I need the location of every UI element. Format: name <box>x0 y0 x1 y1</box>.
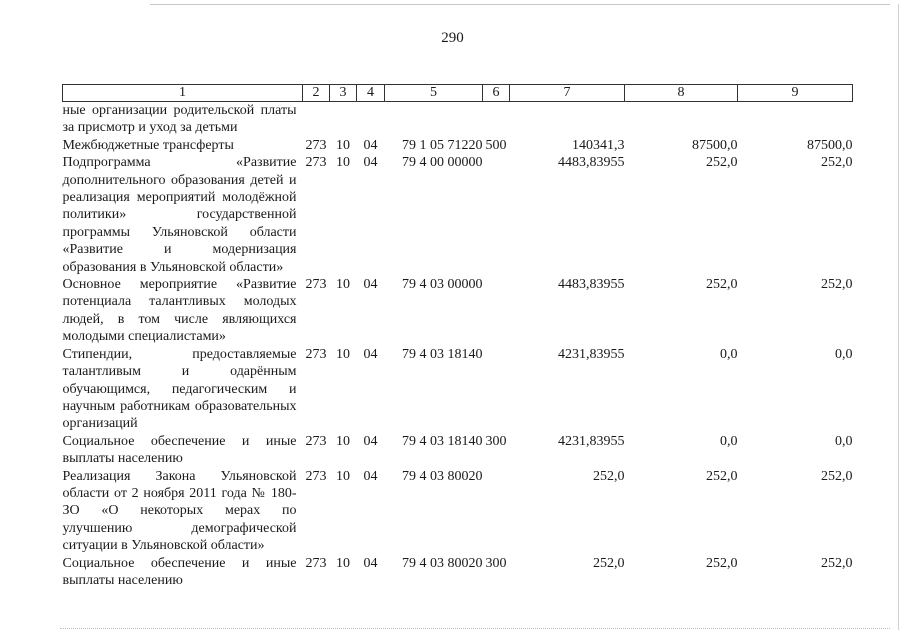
cell-col3: 10 <box>336 155 350 171</box>
cell-col2: 273 <box>305 433 327 449</box>
cell-col3: 10 <box>336 137 350 153</box>
cell-col8: 252,0 <box>706 155 738 171</box>
table-row <box>63 154 853 276</box>
row-name: Реализация Закона Ульяновской области от 2 ноября 2011 года № 180-ЗО «О некоторых мерах по улучшению демографической ситуации в Ульяновской области» <box>62 468 297 554</box>
cell-col9: 252,0 <box>821 555 853 571</box>
cell-col2 <box>303 102 330 137</box>
cell-col3: 10 <box>336 346 350 362</box>
cell-col9: 252,0 <box>821 277 853 293</box>
page-number: 290 <box>441 30 464 46</box>
cell-col6 <box>483 102 510 137</box>
cell-col2: 273 <box>305 137 327 153</box>
cell-col6 <box>483 468 510 555</box>
cell-col7: 140341,3 <box>572 137 625 153</box>
cell-col5: 79 4 03 18140 <box>402 346 483 362</box>
cell-col7: 4483,83955 <box>558 277 625 293</box>
cell-col4 <box>357 102 385 137</box>
cell-col8: 252,0 <box>706 277 738 293</box>
scan-edge-top <box>150 4 890 5</box>
cell-col7: 252,0 <box>593 555 625 571</box>
cell-col3: 10 <box>336 433 350 449</box>
row-name: Основное мероприятие «Развитие потенциала талантливых молодых людей, в том числе являющихся молодыми специалистами» <box>62 277 297 345</box>
cell-col2: 273 <box>305 277 327 293</box>
cell-col9: 87500,0 <box>807 137 853 153</box>
cell-col7: 252,0 <box>593 468 625 484</box>
scan-edge-bottom <box>60 628 890 629</box>
cell-col9 <box>738 102 853 137</box>
cell-col4: 04 <box>363 555 378 571</box>
table-row <box>63 276 853 346</box>
row-name: ные организации родительской платы за присмотр и уход за детьми <box>62 103 297 136</box>
table-row <box>63 555 853 590</box>
cell-col3 <box>330 102 357 137</box>
cell-col8 <box>625 102 738 137</box>
column-header: 1 <box>63 85 303 102</box>
cell-col4: 04 <box>363 155 378 171</box>
cell-col6 <box>483 346 510 433</box>
row-name: Межбюджетные трансферты <box>62 137 234 153</box>
table-row <box>63 433 853 468</box>
cell-col9: 252,0 <box>821 155 853 171</box>
table-row <box>63 137 853 154</box>
cell-col5: 79 4 03 00000 <box>402 277 483 293</box>
cell-col7: 4231,83955 <box>558 433 625 449</box>
cell-col5: 79 4 03 80020 <box>402 468 483 484</box>
cell-col9: 252,0 <box>821 468 853 484</box>
cell-col3: 10 <box>336 555 350 571</box>
cell-col6: 300 <box>485 555 507 571</box>
cell-col8: 0,0 <box>720 346 738 362</box>
cell-col4: 04 <box>363 433 378 449</box>
column-header: 7 <box>510 85 625 102</box>
cell-col4: 04 <box>363 277 378 293</box>
cell-col2: 273 <box>305 346 327 362</box>
cell-col8: 252,0 <box>706 468 738 484</box>
cell-col6: 300 <box>485 433 507 449</box>
cell-col7: 4483,83955 <box>558 155 625 171</box>
cell-col7: 4231,83955 <box>558 346 625 362</box>
row-name: Подпрограмма «Развитие дополнительного образования детей и реализация мероприятий молодёжной политики» государственной программы Ульяновской области «Развитие и модернизация образования в Ульяновской области» <box>62 155 297 275</box>
cell-col5: 79 1 05 71220 <box>402 137 483 153</box>
row-name: Стипендии, предоставляемые талантливым и одарённым обучающимся, педагогическим и научным работникам образовательных организаций <box>62 346 297 432</box>
cell-col4: 04 <box>363 468 378 484</box>
column-header: 9 <box>738 85 853 102</box>
table-row <box>63 102 853 137</box>
table-row <box>63 346 853 433</box>
cell-col2: 273 <box>305 555 327 571</box>
table-row <box>63 468 853 555</box>
cell-col2: 273 <box>305 468 327 484</box>
cell-col5: 79 4 00 00000 <box>402 155 483 171</box>
cell-col8: 87500,0 <box>692 137 738 153</box>
cell-col9: 0,0 <box>835 346 853 362</box>
cell-col3: 10 <box>336 468 350 484</box>
cell-col2: 273 <box>305 155 327 171</box>
budget-table <box>62 84 853 589</box>
cell-col4: 04 <box>363 137 378 153</box>
cell-col6 <box>483 154 510 276</box>
cell-col3: 10 <box>336 277 350 293</box>
scan-edge-right <box>898 4 899 630</box>
cell-col5: 79 4 03 80020 <box>402 555 483 571</box>
cell-col4: 04 <box>363 346 378 362</box>
column-header: 2 <box>303 85 330 102</box>
cell-col6 <box>483 276 510 346</box>
column-header: 3 <box>330 85 357 102</box>
cell-col6: 500 <box>485 137 507 153</box>
cell-col9: 0,0 <box>835 433 853 449</box>
column-header: 6 <box>483 85 510 102</box>
column-header: 4 <box>357 85 385 102</box>
column-header: 8 <box>625 85 738 102</box>
cell-col5 <box>385 102 483 137</box>
cell-col8: 252,0 <box>706 555 738 571</box>
column-header: 5 <box>385 85 483 102</box>
cell-col7 <box>510 102 625 137</box>
table-header-row <box>63 85 853 102</box>
row-name: Социальное обеспечение и иные выплаты населению <box>62 555 297 588</box>
cell-col5: 79 4 03 18140 <box>402 433 483 449</box>
row-name: Социальное обеспечение и иные выплаты населению <box>62 433 297 467</box>
cell-col8: 0,0 <box>720 433 738 449</box>
